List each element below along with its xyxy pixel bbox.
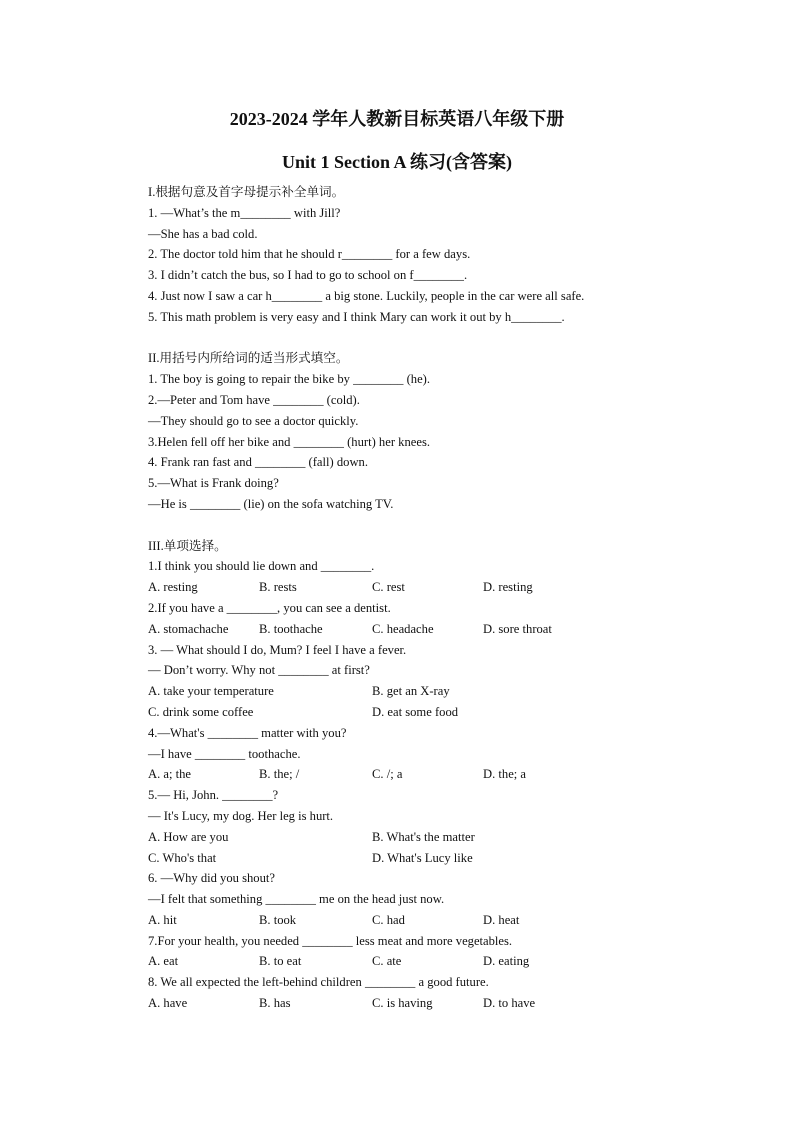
worksheet-title: 2023-2024 学年人教新目标英语八年级下册 [229, 109, 565, 129]
question-line: 2.—Peter and Tom have ________ (cold). [148, 392, 360, 407]
options-row [148, 577, 668, 598]
question-line: —They should go to see a doctor quickly. [148, 413, 359, 428]
section-1-heading: I.根据句意及首字母提示补全单词。 [148, 185, 345, 199]
option-b: B. has [259, 996, 291, 1011]
option-b: B. to eat [259, 954, 302, 969]
question-stem: 8. We all expected the left-behind children ________ a good future. [148, 975, 489, 990]
section-2-heading: II.用括号内所给词的适当形式填空。 [148, 351, 349, 366]
question-stem: 3. — What should I do, Mum? I feel I have a fever. [148, 642, 407, 657]
question-stem: 6. —Why did you shout? [148, 871, 275, 886]
question-line: 4. Frank ran fast and ________ (fall) down. [148, 455, 368, 470]
option-d: D. eat some food [372, 704, 459, 719]
question-stem: — It's Lucy, my dog. Her leg is hurt. [148, 808, 334, 823]
option-d: D. the; a [483, 767, 527, 782]
option-a: A. eat [148, 954, 179, 969]
question-stem: 2.If you have a ________, you can see a dentist. [148, 600, 391, 615]
question-line: 4. Just now I saw a car h________ a big stone. Luckily, people in the car were all safe. [148, 288, 585, 303]
option-b: B. What's the matter [372, 829, 475, 844]
option-a: A. stomachache [148, 621, 229, 636]
options-row [148, 910, 668, 931]
option-b: B. took [259, 912, 297, 927]
option-a: A. How are you [148, 829, 229, 844]
options-row [148, 848, 668, 869]
option-d: D. What's Lucy like [372, 850, 473, 865]
question-line: 5. This math problem is very easy and I think Mary can work it out by h________. [148, 309, 565, 324]
question-stem: 4.—What's ________ matter with you? [148, 725, 347, 740]
question-stem: 7.For your health, you needed ________ less meat and more vegetables. [148, 933, 513, 948]
question-stem: —I felt that something ________ me on the head just now. [148, 892, 445, 907]
option-b: B. rests [259, 580, 297, 595]
option-b: B. the; / [259, 767, 300, 782]
option-d: D. to have [483, 996, 536, 1011]
question-stem: 5.— Hi, John. ________? [148, 788, 279, 803]
worksheet-content [148, 182, 668, 1014]
section-3-heading: III.单项选择。 [148, 538, 227, 553]
option-d: D. resting [483, 580, 533, 595]
options-row [148, 764, 668, 785]
option-c: C. /; a [372, 767, 403, 782]
question-line: —He is ________ (lie) on the sofa watching TV. [148, 496, 394, 511]
options-row [148, 702, 668, 723]
question-line: 1. The boy is going to repair the bike by ________ (he). [148, 372, 431, 387]
options-row [148, 619, 668, 640]
option-a: A. a; the [148, 767, 192, 782]
option-d: D. eating [483, 954, 530, 969]
option-c: C. headache [372, 621, 434, 636]
options-row [148, 993, 668, 1014]
option-c: C. ate [372, 954, 402, 969]
question-line: —She has a bad cold. [148, 226, 258, 241]
question-stem: — Don’t worry. Why not ________ at first? [148, 663, 370, 678]
question-line: 2. The doctor told him that he should r________ for a few days. [148, 247, 471, 262]
option-a: A. have [148, 996, 188, 1011]
option-c: C. had [372, 912, 405, 927]
option-d: D. sore throat [483, 621, 552, 636]
option-c: C. drink some coffee [148, 704, 254, 719]
option-c: C. rest [372, 580, 405, 595]
option-b: B. toothache [259, 621, 323, 636]
question-stem: 1.I think you should lie down and ________. [148, 559, 375, 574]
option-a: A. hit [148, 912, 177, 927]
question-line: 3.Helen fell off her bike and ________ (hurt) her knees. [148, 434, 430, 449]
options-row [148, 951, 668, 972]
option-c: C. is having [372, 996, 433, 1011]
question-line: 1. —What’s the m________ with Jill? [148, 205, 341, 220]
option-b: B. get an X-ray [372, 684, 450, 699]
question-line: 5.—What is Frank doing? [148, 476, 279, 491]
question-stem: —I have ________ toothache. [148, 746, 301, 761]
options-row [148, 681, 668, 702]
options-row [148, 827, 668, 848]
question-line: 3. I didn’t catch the bus, so I had to go to school on f________. [148, 268, 468, 283]
option-d: D. heat [483, 912, 520, 927]
option-a: A. take your temperature [148, 684, 274, 699]
option-a: A. resting [148, 580, 198, 595]
worksheet-subtitle: Unit 1 Section A 练习(含答案) [281, 152, 512, 172]
option-c: C. Who's that [148, 850, 217, 865]
